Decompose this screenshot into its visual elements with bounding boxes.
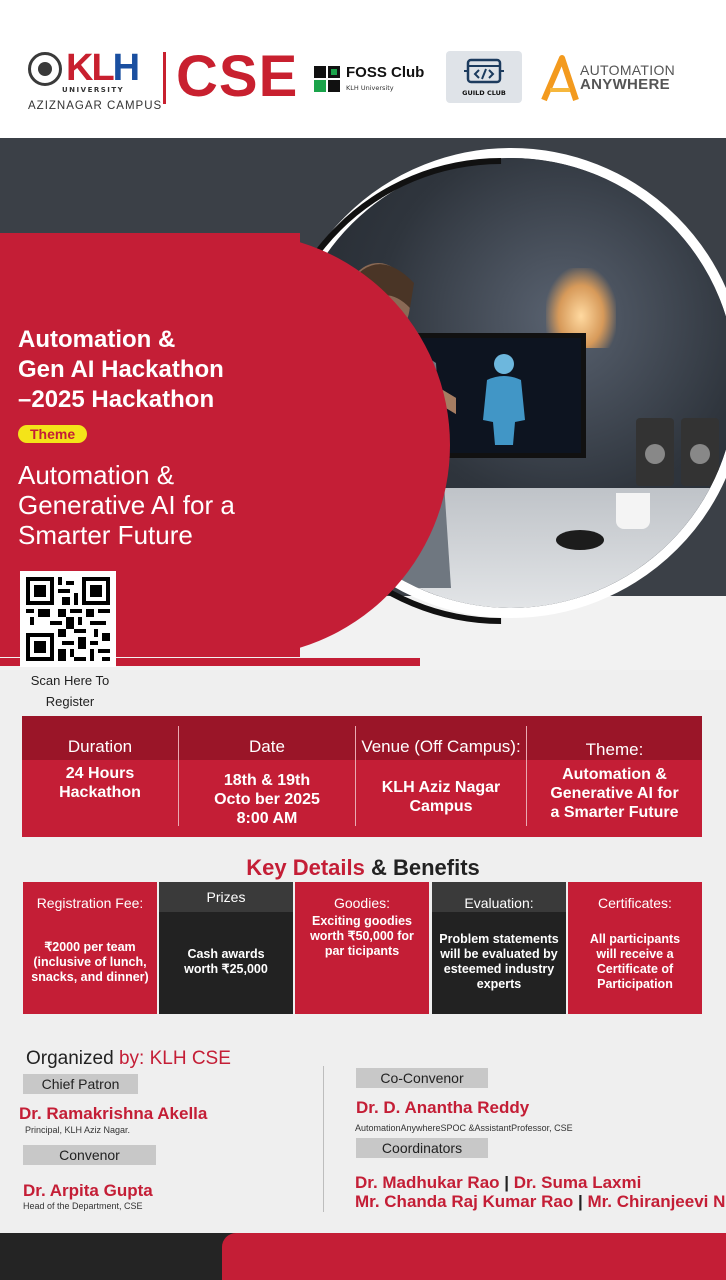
card-head: Certificates: (568, 882, 702, 912)
scan-to-register-text (20, 670, 120, 712)
card-head: Prizes (159, 882, 293, 912)
organized-by-title (26, 1048, 231, 1070)
foss-club-subtitle: KLH University (346, 84, 394, 92)
info-date (179, 716, 355, 837)
info-label: Venue (Off Campus): (361, 737, 521, 756)
card-registration-fee (23, 882, 157, 1014)
name-separator: | (504, 1173, 510, 1192)
coordinator-name: Dr. Suma Laxmi (513, 1173, 642, 1192)
role-coordinators: Coordinators (356, 1138, 488, 1158)
qr-code-icon (26, 577, 110, 661)
info-venue (356, 716, 526, 837)
event-info-table (22, 716, 702, 837)
theme-line: Smarter Future (18, 520, 193, 550)
card-body: Problem statements will be evaluated by esteemed industry experts (439, 932, 559, 991)
theme-line: Generative AI for a (18, 490, 235, 520)
klh-university-label: UNIVERSITY (62, 86, 125, 94)
co-convenor-desc: AutomationAnywhereSPOC &AssistantProfessor, CSE (355, 1123, 573, 1133)
university-seal-icon (28, 52, 62, 86)
name-separator: | (577, 1192, 583, 1211)
key-details-title-red: Key Details (246, 855, 365, 880)
header-divider (163, 52, 166, 104)
role-convenor: Convenor (23, 1145, 156, 1165)
key-details-title-dark: & Benefits (370, 855, 480, 880)
klh-wordmark: KLH (66, 47, 139, 89)
coordinators-line-2 (355, 1192, 725, 1212)
role-chief-patron: Chief Patron (23, 1074, 138, 1094)
card-goodies (295, 882, 429, 1014)
coordinators-line-1 (355, 1173, 641, 1193)
header-bar (0, 0, 726, 138)
role-co-convenor: Co-Convenor (356, 1068, 488, 1088)
event-title-line: Automation & (18, 326, 176, 353)
chief-patron-desc: Principal, KLH Aziz Nagar. (25, 1125, 131, 1135)
guild-club-logo[interactable] (446, 51, 522, 103)
foss-club-name[interactable]: FOSS Club (346, 64, 425, 81)
organized-by-name: by: KLH CSE (118, 1048, 231, 1069)
cse-logo[interactable]: CSE (176, 44, 299, 109)
card-head: Evaluation: (432, 882, 566, 912)
info-label: Duration (67, 737, 133, 756)
card-certificates (568, 882, 702, 1014)
card-body: All participants will receive a Certificate of Participation (589, 932, 681, 991)
klh-university-logo[interactable] (28, 47, 163, 113)
hero-banner (0, 138, 726, 670)
automation-anywhere-line1[interactable]: AUTOMATION (580, 62, 676, 78)
convenor-name: Dr. Arpita Gupta (23, 1181, 153, 1200)
card-head: Registration Fee: (23, 882, 157, 912)
scan-line: Scan Here To (30, 673, 110, 688)
card-evaluation (432, 882, 566, 1014)
event-title-line: Gen AI Hackathon (18, 356, 224, 383)
organizers-divider (323, 1066, 324, 1212)
theme-text (18, 460, 298, 550)
chief-patron-name: Dr. Ramakrishna Akella (19, 1104, 208, 1123)
campus-name: AZIZNAGAR CAMPUS (28, 100, 163, 112)
theme-line: Automation & (18, 460, 175, 490)
info-label: Date (249, 737, 285, 756)
coordinator-name: Dr. Madhukar Rao (355, 1173, 500, 1192)
convenor-desc: Head of the Department, CSE (23, 1201, 143, 1211)
card-head: Goodies: (295, 882, 429, 912)
card-prizes (159, 882, 293, 1014)
info-theme (527, 716, 702, 837)
info-duration (22, 716, 178, 837)
code-window-icon (464, 57, 504, 87)
card-body: Exciting goodies worth ₹50,000 for par ticipants (310, 914, 414, 958)
automation-anywhere-icon (540, 54, 580, 104)
foss-club-icon (314, 66, 340, 92)
info-value: 18th & 19th Octo ber 2025 8:00 AM (214, 772, 320, 827)
footer-red-band (222, 1233, 726, 1280)
info-label: Theme: (585, 740, 644, 759)
info-value: 24 Hours Hackathon (59, 765, 141, 801)
coordinator-name: Mr. Chiranjeevi N (587, 1192, 726, 1211)
card-body: Cash awards worth ₹25,000 (184, 947, 268, 976)
guild-club-label: GUILD CLUB (462, 89, 506, 97)
info-value: KLH Aziz Nagar Campus (381, 779, 501, 815)
theme-badge: Theme (18, 425, 87, 443)
info-value: Automation & Generative AI for a Smarter Future (550, 766, 679, 821)
co-convenor-name: Dr. D. Anantha Reddy (356, 1098, 530, 1117)
event-title (18, 325, 298, 415)
card-body: ₹2000 per team (inclusive of lunch, snacks, and dinner) (31, 939, 149, 984)
event-title-line: –2025 Hackathon (18, 386, 215, 413)
scan-line: Register (45, 694, 95, 709)
registration-qr-code[interactable] (20, 571, 116, 667)
coordinator-name: Mr. Chanda Raj Kumar Rao (355, 1192, 574, 1211)
organized-by-prefix: Organized (26, 1048, 119, 1069)
automation-anywhere-line2[interactable]: ANYWHERE (580, 76, 670, 93)
key-details-title (0, 855, 726, 881)
